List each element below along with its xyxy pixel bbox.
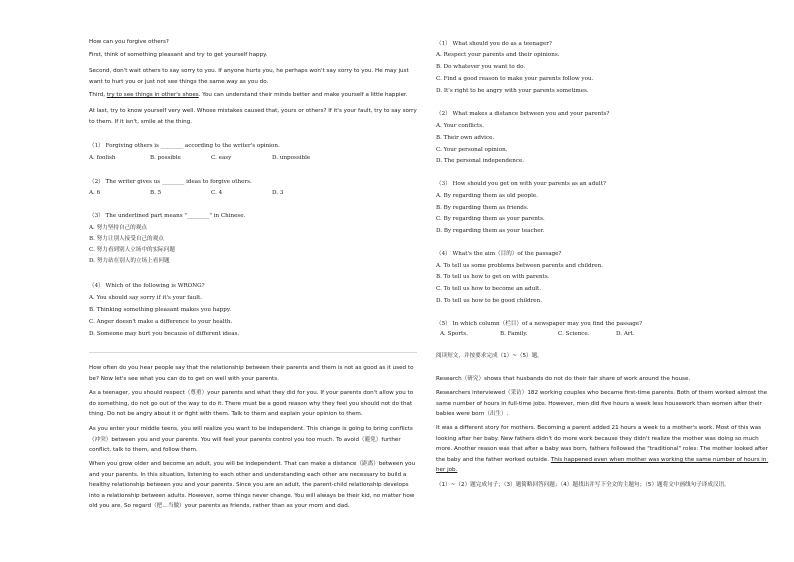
option: B. Thinking something pleasant makes you happy. — [89, 307, 232, 313]
option: D. 努力站在别人的立场上看问题 — [89, 258, 170, 264]
passage-title: How can you forgive others? — [89, 39, 169, 45]
option: D. Art. — [616, 331, 635, 337]
option: D. To tell us how to be good children. — [436, 298, 542, 304]
paragraph: As you enter your middle teens, you will realize you want to be independent. This change is going to bring conflicts（冲突）between you and your parents. You will feel your parents control you too much. To avoid（避免）further conflict, talk to them, and follow them. — [89, 426, 413, 454]
question-stem: （4） Which of the following is WRONG? — [89, 283, 205, 289]
option: B. possible — [150, 155, 181, 161]
option: C. easy — [211, 155, 232, 161]
paragraph: First, think of something pleasant and try to get yourself happy. — [89, 52, 268, 58]
option: C. 努力看到别人立场中的实际问题 — [89, 247, 175, 253]
option: B. Family. — [500, 331, 528, 337]
option: D. The personal independence. — [436, 158, 525, 164]
option: C. Your personal opinion. — [436, 147, 508, 153]
paragraph: As a teenager, you should respect（尊重）your parents and what they did for you. If your parents don't allow you to do something, do not go out of the way to do it. There must be a good reason why they feel you should not do that thing. Do not be angry about it or fight with them. Talk to them and explain your opinion to them. — [89, 390, 415, 418]
paragraph: Third, try to see things in other's shoes. You can understand their minds better and make yourself a little happier. — [89, 92, 408, 98]
option: A. 努力坚持自己的观点 — [89, 225, 147, 231]
paragraph: How often do you hear people say that the relationship between their parents and them is not as good as it used to be? Now let's see what you can do to get on well with your parents. — [89, 365, 416, 382]
option: D. unpossible — [272, 155, 311, 161]
option: B. To tell us how to get on with parents. — [436, 274, 550, 280]
option: D. It's right to be angry with your parents sometimes. — [436, 88, 589, 94]
option: D. By regarding them as your teacher. — [436, 228, 545, 234]
paragraph: Researchers interviewed（采访）182 working couples who became first-time parents. Both of them worked almost the same number of hours in full-time jobs. However, men did five hours a week less housework than women after their babies were born（出生）. — [436, 390, 769, 418]
option: B. 5 — [150, 190, 162, 196]
option: D. 3 — [272, 190, 284, 196]
option: C. 4 — [211, 190, 223, 196]
option: A. Your conflicts. — [436, 123, 484, 129]
question-stem: （2） What makes a distance between you and your parents? — [436, 111, 610, 117]
option: A. Respect your parents and their opinions. — [436, 52, 560, 58]
option: C. Science. — [558, 331, 590, 337]
option: A. By regarding them as old people. — [436, 193, 539, 199]
paragraph: It was a different story for mothers. Becoming a parent added 21 hours a week to a mother's work. Most of this was looking after her baby. New fathers didn't do more work because they didn't realize the mother was doing so much more. Another reason was that after a baby was born, fathers followed the "traditional" roles: The mother looked after the baby and the father worked outside. This happened even when mother was working the same number of hours in her job. — [436, 425, 770, 474]
option: A. Sports. — [440, 331, 468, 337]
option: B. Do whatever you want to do. — [436, 64, 526, 70]
underlined-phrase: try to see things in other's shoes — [106, 92, 199, 98]
underlined-sentence: This happened even when mother was working the same number of hours in her job. — [436, 456, 769, 474]
paragraph: At last, try to know yourself very well. Whose mistakes caused that, yours or others? If it's your fault, try to say sorry to them. If it isn't, smile at the thing. — [89, 108, 419, 125]
paragraph: Second, don't wait others to say sorry to you. If anyone hurts you, he perhaps won't say sorry to you. He may just want to hurt you or just not see things the same way as you do. — [89, 68, 411, 85]
question-stem: （3） How should you get on with your parents as an adult? — [436, 181, 606, 187]
option: C. Find a good reason to make your parents follow you. — [436, 76, 594, 82]
option: D. Someone may hurt you because of different ideas. — [89, 331, 240, 337]
paragraph: Research（研究）shows that husbands do not do their fair share of work around the house. — [436, 376, 691, 382]
question-stem: （1） What should you do as a teenager? — [436, 41, 552, 47]
option: C. Anger doesn't make a difference to your health. — [89, 319, 233, 325]
option: A. To tell us some problems between parents and children. — [436, 263, 603, 269]
option: C. By regarding them as your parents. — [436, 216, 545, 222]
question-options — [436, 331, 776, 341]
section-instruction: 阅读短文，并按要求完成（1）~（5）题。 — [436, 353, 543, 359]
question-stem: （1） Forgiving others is ________ according to the writer's opinion. — [89, 143, 280, 149]
question-options — [89, 155, 417, 165]
option: A. foolish — [89, 155, 116, 161]
option: A. 6 — [89, 190, 101, 196]
question-stem: （5） In which column（栏目）of a newspaper may you find the passage? — [436, 321, 643, 327]
question-stem: （4） What's the aim（目的）of the passage? — [436, 251, 562, 257]
question-options — [89, 190, 417, 200]
option: A. You should say sorry if it's your fault. — [89, 295, 203, 301]
option: B. Their own advice. — [436, 135, 495, 141]
option: C. To tell us how to become an adult. — [436, 286, 542, 292]
section-divider — [89, 352, 417, 353]
option: B. 努力让别人接受自己的观点 — [89, 236, 164, 242]
task-instruction: （1）~（2）题完成句子；（3）题简略回答问题；（4）题找出并写下全文的主题句；（5）题将文中画线句子译成汉语。 — [436, 482, 730, 488]
question-stem: （2） The writer gives us ________ ideas to forgive others. — [89, 179, 252, 185]
question-stem: （3） The underlined part means "________" in Chinese. — [89, 213, 246, 219]
option: B. By regarding them as friends. — [436, 205, 529, 211]
paragraph: When you grow older and become an adult, you will be independent. That can make a distance（距离）between you and your parents. In this situation, listening to each other and understanding each other are necessary to build a healthy relationship between you and your parents. Since you are an adult, the parent-child relationship develops into a relationship between adults. However, some things never change. You will always be their kid, no matter how old you are. So regard（把…当做）your parents as friends, rather than as your mom and dad. — [89, 461, 417, 510]
